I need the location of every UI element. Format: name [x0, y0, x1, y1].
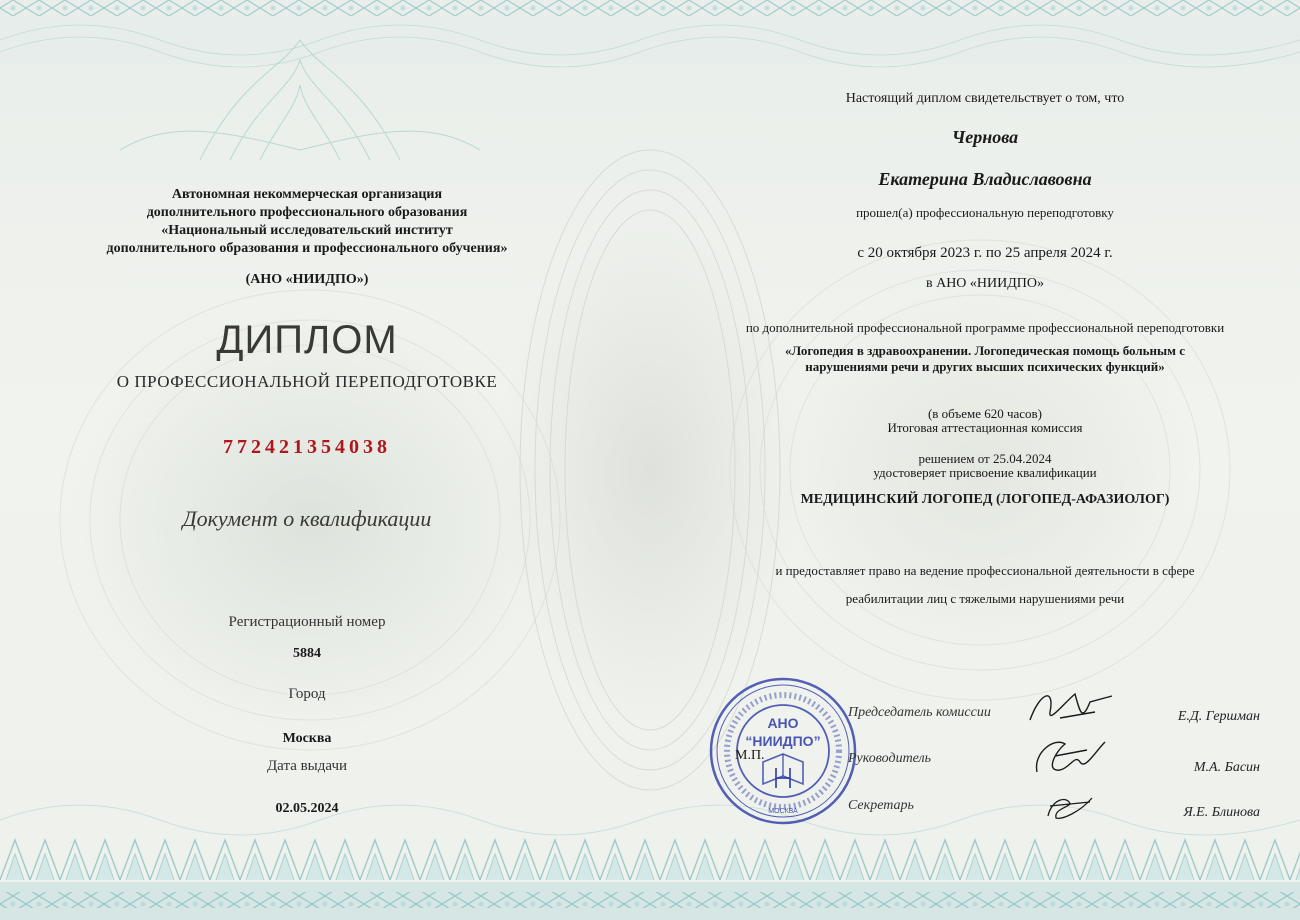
issue-date-value: 02.05.2024 — [275, 801, 339, 816]
issue-date-label: Дата выдачи — [266, 758, 348, 774]
rights-text-line: и предоставляет право на ведение профессиональной деятельности в сфере — [775, 563, 1195, 578]
decision-text: решением от 25.04.2024 — [918, 451, 1052, 466]
org-line: дополнительного образования и профессионального обучения» — [106, 241, 508, 256]
signature-name-chair: Е.Д. Гершман — [1177, 709, 1260, 724]
certifies-text: удостоверяет присвоение квалификации — [873, 465, 1097, 480]
city-value: Москва — [282, 731, 332, 746]
program-intro: по дополнительной профессиональной программе профессиональной переподготовки — [745, 320, 1225, 335]
signature-role-secretary: Секретарь — [848, 798, 914, 813]
signature-role-chair: Председатель комиссии — [848, 705, 991, 720]
signature-name-secretary: Я.Е. Блинова — [1183, 805, 1260, 820]
official-stamp — [708, 676, 858, 826]
org-line: «Национальный исследовательский институт — [161, 223, 453, 238]
qualification: МЕДИЦИНСКИЙ ЛОГОПЕД (ЛОГОПЕД-АФАЗИОЛОГ) — [800, 492, 1170, 507]
stamp-text-top: АНО — [767, 715, 799, 731]
stamp-text-bottom: МОСКВА — [768, 808, 798, 815]
signature-role-head: Руководитель — [848, 751, 932, 766]
document-type: Документ о квалификации — [182, 506, 432, 531]
organization-short-name: (АНО «НИИДПО») — [245, 272, 369, 287]
training-period: с 20 октября 2023 г. по 25 апреля 2024 г. — [857, 245, 1113, 261]
document-title: ДИПЛОМ — [216, 318, 398, 362]
organization-name — [60, 186, 554, 258]
program-name-line: «Логопедия в здравоохранении. Логопедическая помощь больным с — [784, 343, 1186, 358]
registration-number: 5884 — [293, 646, 321, 661]
signature-name-head: М.А. Басин — [1193, 760, 1260, 775]
program-name-line: нарушениями речи и других высших психических функций» — [805, 359, 1165, 374]
passed-text: прошел(а) профессиональную переподготовку — [856, 205, 1114, 220]
institution-text: в АНО «НИИДПО» — [925, 276, 1045, 291]
rights-text-line: реабилитации лиц с тяжелыми нарушениями речи — [845, 591, 1125, 606]
commission-text: Итоговая аттестационная комиссия — [887, 420, 1083, 435]
program-name — [700, 343, 1270, 375]
holder-given-names: Екатерина Владиславовна — [878, 169, 1092, 189]
holder-surname: Чернова — [951, 127, 1019, 147]
stamp-place-label: М.П. — [735, 748, 765, 763]
signature-secretary-handwriting — [1040, 790, 1100, 824]
document-subtitle: О ПРОФЕССИОНАЛЬНОЙ ПЕРЕПОДГОТОВКЕ — [116, 372, 498, 391]
org-line: дополнительного профессионального образования — [146, 205, 468, 220]
stamp-text-main: “НИИДПО” — [745, 733, 821, 749]
program-volume: (в объеме 620 часов) — [927, 406, 1043, 421]
serial-number: 772421354038 — [223, 436, 391, 458]
org-line: Автономная некоммерческая организация — [171, 187, 443, 202]
intro-text: Настоящий диплом свидетельствует о том, что — [845, 91, 1125, 106]
registration-label: Регистрационный номер — [228, 614, 386, 630]
city-label: Город — [288, 686, 326, 702]
